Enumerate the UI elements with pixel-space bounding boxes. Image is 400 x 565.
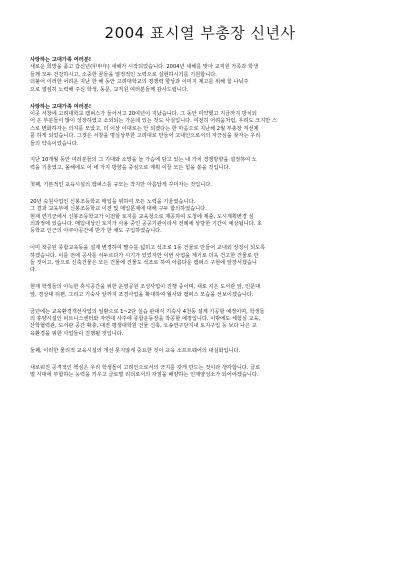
text-line: 첫째, 기본적인 교육시설의 캠퍼스를 규모는 작지만 아름답게 꾸미자는 것입니다. — [30, 181, 212, 188]
text-line: 들께 모두 건강하시고, 소중한 꿈들을 열정적인 노력으로 실현하시기를 기원합니다. — [30, 71, 217, 78]
document-body — [30, 57, 370, 380]
text-line: 등학교 인근의 아쿠아공간에 반가 한 채도 구입하였습니다. — [30, 228, 162, 235]
text-line: 새로운 희망을 품고 갑신년(甲申年) 새해가 시작되었습니다. 2004년 새해를 맞아 교직원 가족과 학생 — [30, 64, 258, 71]
paragraph — [30, 182, 370, 189]
text-line: 를 하게 되었습니다. 그것은 서창을 명실상부한 고려대로 만들어 고대인으로서의 자긍심을 찾자는 우리 — [30, 133, 261, 140]
paragraph — [30, 365, 370, 380]
text-line: 더불어 이러한 어려운 지난 한 해 동안 고려대학교의 경쟁력 향상과 이미지 제고를 위해 힘 나눠주 — [30, 79, 249, 86]
text-line: 둘째, 이러한 물리적 교육시설의 개선 못지않게 중요한 것이 교육 소프트웨어의 내실화입니다. — [30, 347, 241, 354]
paragraph — [30, 245, 370, 275]
text-line: 들 것이고, 앞으로 신축건물은 모든 건물에 건물도 석조로 하여 아름다운 캠퍼스 구현에 앞장서겠습니 — [30, 260, 257, 267]
text-line: 육환경을 위한 사업들이 진행될 것입니다. — [30, 330, 124, 337]
paragraph — [30, 348, 370, 355]
text-line: 산학협력관, 도서관 공간 확충, 대전 평생대학원 건물 신축, 오송연구단지내 토지구입 등 보다 나은 교 — [30, 323, 257, 330]
text-line: 으로 열심히 노력해 주신 학생, 동문, 교직원 여러분들께 감사드립니다. — [30, 86, 189, 93]
text-line: 하겠습니다. 이를 전에 공사를 서두르다가 시기가 있었지만 이번 사업을 계기로 더욱 건고한 건물로 만 — [30, 252, 259, 259]
text-line: 새로워진 공격적인 핵심은 우리 학생들이 고려인으로서의 긍지를 갖게 만드는 것이라 생각합니다. 글로 — [30, 364, 261, 371]
text-line: 력을 기울였고, 올해에도 이 네 가지 방향을 중심으로 계획 이끌 모든 힘을 쏟을 것입니다. — [30, 164, 231, 171]
text-line: 이곳 서창에 고려대학교 캠퍼스가 들어서고 20여년이 지났습니다. 그 동안 미약했고 지금까지 방치되 — [30, 110, 257, 117]
paragraph — [30, 157, 370, 172]
paragraph — [30, 284, 370, 299]
text-line: 현재 연기군에서 신봉조등학교가 이전할 토지를 교육청으로 제공하여 도청에 제출, 도시계획변경 심 — [30, 213, 254, 220]
document-title: 2004 표시열 부총장 신년사 — [104, 24, 296, 42]
text-line: 20년 숙원사업인 신봉조등학교 매입을 위하여 모든 노력을 기울였습니다. — [30, 198, 196, 205]
text-line: 의 휴양시설인 피트니스센터와 자연대 사주에 종합운동장을 착공할 예정입니다. 이밖에도 체험실 교육, — [30, 316, 261, 323]
text-line: 벌 시대에 부합하는 능력을 키우고 글로벌 리더로서의 자질을 배양하는 인재양성소가 되어야겠습니다. — [30, 372, 259, 379]
salutation: 사랑하는 고대가족 여러분! — [30, 57, 92, 63]
text-line: 의과정에 있습니다. 매입대상인 토지가 사용 중인 공공기관이라서 전례에 상당한 기간이 예상됩니다. 초 — [30, 220, 262, 227]
text-line: 금년에는 교육환경개선사업의 일환으로 1~2단 실습 판대식 기숙사 4천동 설계 기공할 예정이며, 학생들 — [30, 308, 265, 315]
text-line: 스로 변화하자는 의지를 모았고, 더 이상 이대로는 안 되겠다는 한 마음으로 지난해 2월 부총장 직선제 — [30, 125, 259, 132]
paragraph — [30, 104, 370, 148]
text-line: 지난 10개월 동안 여러분들의 그 기대와 소망을 늘 가슴에 담고 있는 내 가치 경쟁방향을 설정하여 노 — [30, 157, 257, 164]
paragraph — [30, 199, 370, 236]
salutation: 사랑하는 고대가족 여러분! — [30, 103, 92, 110]
text-line: 들의 약속이었습니다. — [30, 140, 79, 147]
paragraph — [30, 57, 370, 94]
text-line: 이미 착공된 종합교육동을 설계 변경하여 빨수를 넓히고 석조로 1동 건물로 만들어 교내외 상징이 되도록 — [30, 245, 266, 252]
text-line: 현재 학생들의 아늑한 휴식공간을 위한 운영공원 조성사업이 진행 중이며, 새로 지은 도서관 앞, 인문대 — [30, 284, 261, 291]
text-line: 앞, 경상대 뒤편, 그리고 기숙사 앞까지 조경사업을 확대하여 월사와 캠퍼스 모습을 선보이겠습니다. — [30, 291, 254, 298]
text-line: 다. — [30, 267, 37, 274]
text-line: 어 온 부분들이 많이 성장하였고 소외되는 가운데 있는 것도 사실입니다. 여전히 어려움처럼, 우려도 크지만 스 — [30, 118, 277, 125]
paragraph — [30, 309, 370, 339]
text-line: 그 결과 교육부에 신봉조등학교 이전 및 매입문제에 대해 구두 합의하였습니다. — [30, 206, 207, 213]
